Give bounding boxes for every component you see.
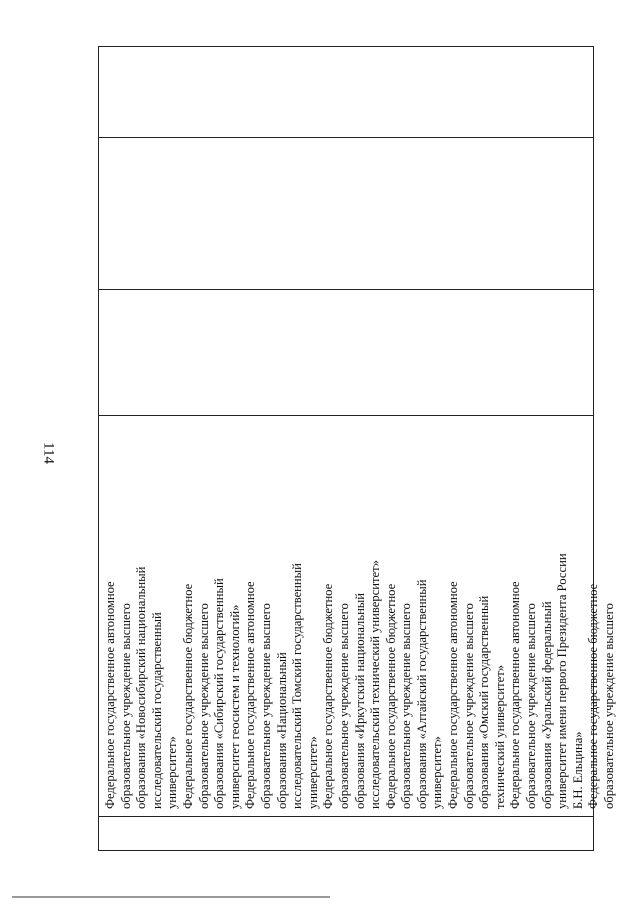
entry-line: образовательное учреждение высшего	[461, 603, 476, 809]
institution-entry	[103, 422, 181, 809]
entry-line: образовательное учреждение высшего	[602, 603, 616, 809]
entry-line: образования «Омский государственный	[477, 595, 492, 809]
entry-line: образовательное учреждение высшего	[118, 603, 133, 809]
institution-entry	[586, 422, 617, 809]
institution-entry	[508, 422, 586, 809]
institutions-list	[99, 416, 616, 815]
entry-line: Федеральное государственное бюджетное	[180, 583, 195, 809]
entry-line: Федеральное государственное автономное	[508, 581, 523, 809]
entry-line: образовательное учреждение высшего	[196, 603, 211, 809]
entry-line: образовательное учреждение высшего	[258, 603, 273, 809]
entry-line: университет имени первого Президента России	[555, 553, 570, 809]
institution-entry	[243, 422, 321, 809]
entry-line: образования «Сибирский государственный	[212, 578, 227, 809]
entry-line: образовательное учреждение высшего	[336, 603, 351, 809]
entry-line: университет геосистем и технологий»	[227, 604, 242, 809]
row-divider	[99, 289, 593, 290]
entry-line: Федеральное государственное автономное	[446, 581, 461, 809]
entry-line: образования «Иркутский национальный	[352, 592, 367, 809]
entry-line: Федеральное государственное бюджетное	[383, 583, 398, 809]
page-number: 114	[40, 442, 57, 464]
entry-line: образования «Уральский федеральный	[539, 601, 554, 809]
entry-line: исследовательский технический университет»	[368, 560, 383, 809]
entry-line: Федеральное государственное бюджетное	[586, 583, 601, 809]
entry-line: образования «Алтайский государственный	[414, 579, 429, 809]
entry-line: исследовательский Томский государственный	[290, 563, 305, 809]
entry-line: Федеральное государственное бюджетное	[321, 583, 336, 809]
row-divider	[99, 816, 593, 817]
institution-entry	[446, 422, 508, 809]
entry-line: университет»	[305, 736, 320, 809]
scan-edge-line	[12, 896, 330, 898]
institution-entry	[321, 422, 383, 809]
institutions-cell	[99, 416, 616, 815]
entry-line: Федеральное государственное автономное	[103, 581, 117, 809]
entry-line: Федеральное государственное автономное	[243, 581, 258, 809]
entry-line: образовательное учреждение высшего	[524, 603, 539, 809]
entry-line: исследовательский государственный	[149, 612, 164, 809]
entry-line: университет»	[165, 736, 180, 809]
entry-line: образовательное учреждение высшего	[399, 603, 414, 809]
entry-line: университет»	[430, 736, 445, 809]
entry-line: образования «Национальный	[274, 652, 289, 809]
row-divider	[99, 137, 593, 138]
table	[98, 46, 616, 851]
institution-entry	[384, 422, 446, 809]
entry-line: Б.Н. Ельцина»	[570, 731, 585, 809]
entry-line: образования «Новосибирский национальный	[134, 566, 149, 809]
institution-entry	[181, 422, 243, 809]
entry-line: технический университет»	[492, 664, 507, 809]
